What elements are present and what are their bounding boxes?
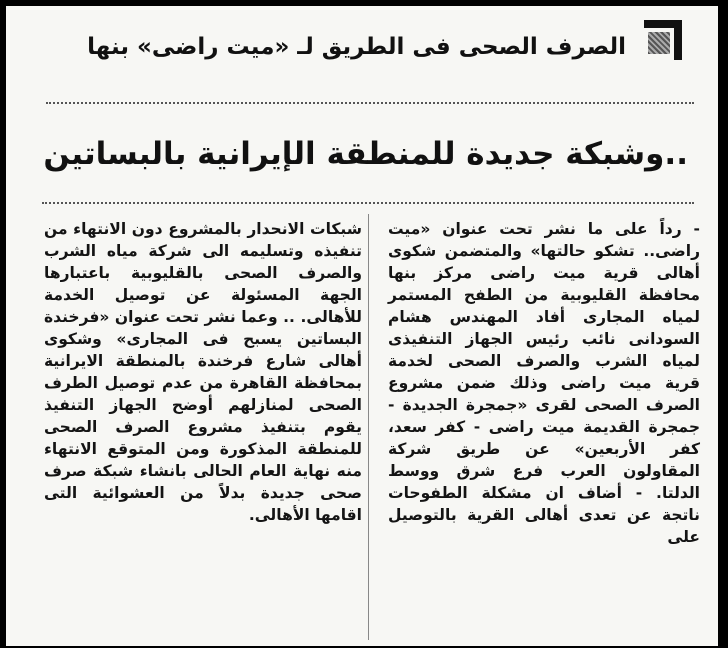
newspaper-clipping <box>6 6 718 646</box>
headline-divider <box>46 102 694 104</box>
headline-line-1: الصرف الصحى فى الطريق لـ «ميت راضى» بنها <box>87 34 626 60</box>
section-corner-icon <box>644 20 682 60</box>
article-column-left <box>44 218 362 526</box>
headline-line-2: ..وشبكة جديدة للمنطقة الإيرانية بالبساتين <box>43 136 688 172</box>
column-right-text: - رداً على ما نشر تحت عنوان «ميت راضى.. تشكو حالتها» والمتضمن شكوى أهالى قرية ميت راضى مركز بنها محافظة القليوبية من الطفح المستمر لمياه المجارى أفاد المهندس هشام السودانى نائب رئيس الجهاز التنفيذى لمياه الشرب والصرف الصحى لخدمة قرية ميت راضى وذلك ضمن مشروع الصرف الصحى لقرى «جمجرة الجديدة - جمجرة القديمة ميت راضى - كفر سعد، كفر الأربعين» عن طريق شركة المقاولون العرب فرع شرق ووسط الدلتا. - أضاف ان مشكلة الطفوحات ناتجة عن تعدى أهالى القرية بالتوصيل على <box>388 220 700 546</box>
body-divider <box>42 202 694 204</box>
article-column-right <box>388 218 700 548</box>
column-gutter <box>368 214 369 640</box>
column-left-text: شبكات الانحدار بالمشروع دون الانتهاء من تنفيذه وتسليمه الى شركة مياه الشرب والصرف الصحى بالقليوبية باعتبارها الجهة المسئولة عن توصيل الخدمة للأهالى. .. وعما نشر تحت عنوان «فرخندة البساتين يسبح فى المجارى» وشكوى أهالى شارع فرخندة بالمنطقة الايرانية بمحافظة القاهرة من عدم توصيل الطرف الصحى لمنازلهم أوضح الجهاز التنفيذ يقوم بتنفيذ مشروع الصرف الصحى للمنطقة المذكورة ومن المتوقع الانتهاء منه نهاية العام الحالى بانشاء شبكة صرف صحى جديدة بدلاً من العشوائية التى اقامها الأهالى. <box>44 220 362 524</box>
